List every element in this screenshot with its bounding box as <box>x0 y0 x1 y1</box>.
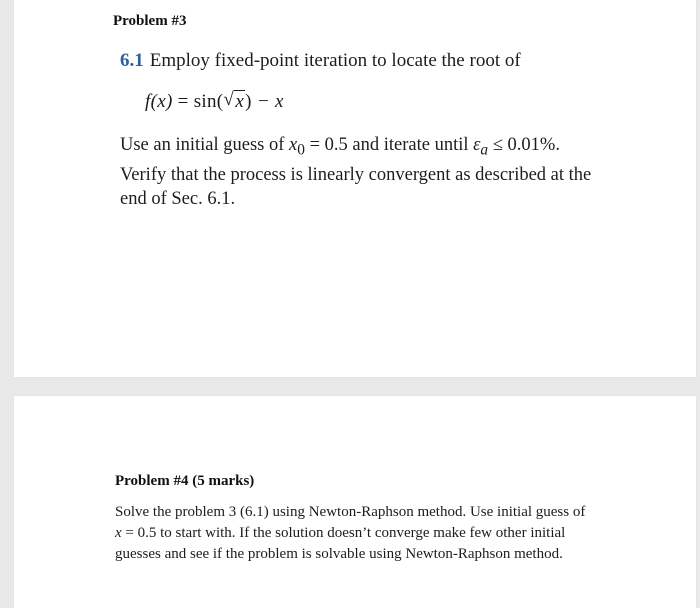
problem-4-text-2: = 0.5 to start with. If the solution doesn’t converge make few other initial guesses and see if the problem is solvable using Newton-Raphson method. <box>115 525 566 562</box>
formula-rest: − x <box>251 91 284 112</box>
epsilon: ε <box>473 135 481 155</box>
problem-3-card <box>14 0 696 377</box>
problem-number: 6.1 <box>120 50 144 71</box>
formula <box>145 91 284 113</box>
var-x: x <box>115 525 122 541</box>
body-text-2: = 0.5 and iterate until <box>304 135 474 155</box>
problem-3-heading: Problem #3 <box>113 13 187 29</box>
subscript-a: a <box>480 141 489 159</box>
var-x: x <box>289 135 298 155</box>
formula-func: sin( <box>193 91 224 112</box>
problem-4-text-1: Solve the problem 3 (6.1) using Newton-Raphson method. Use initial guess of <box>115 504 586 520</box>
body-text-1: Use an initial guess of <box>120 135 290 155</box>
problem-4-heading: Problem #4 (5 marks) <box>115 473 255 489</box>
problem-3-body <box>120 133 600 211</box>
body-text-3: ≤ 0.01%. <box>488 135 560 155</box>
formula-radicand: x <box>235 91 245 112</box>
formula-eq: = <box>172 91 194 112</box>
body-text-4: Verify that the process is linearly convergent as described at the end of Sec. 6.1. <box>120 164 592 209</box>
problem-statement <box>120 50 521 72</box>
sqrt-symbol: √ x <box>223 89 245 112</box>
problem-4-card <box>14 396 696 608</box>
problem-4-body <box>115 502 595 565</box>
formula-lhs: f(x) <box>145 91 173 112</box>
problem-intro: Employ fixed-point iteration to locate the root of <box>149 50 521 71</box>
subscript-0: 0 <box>297 141 305 159</box>
formula-close: ) <box>245 91 252 112</box>
